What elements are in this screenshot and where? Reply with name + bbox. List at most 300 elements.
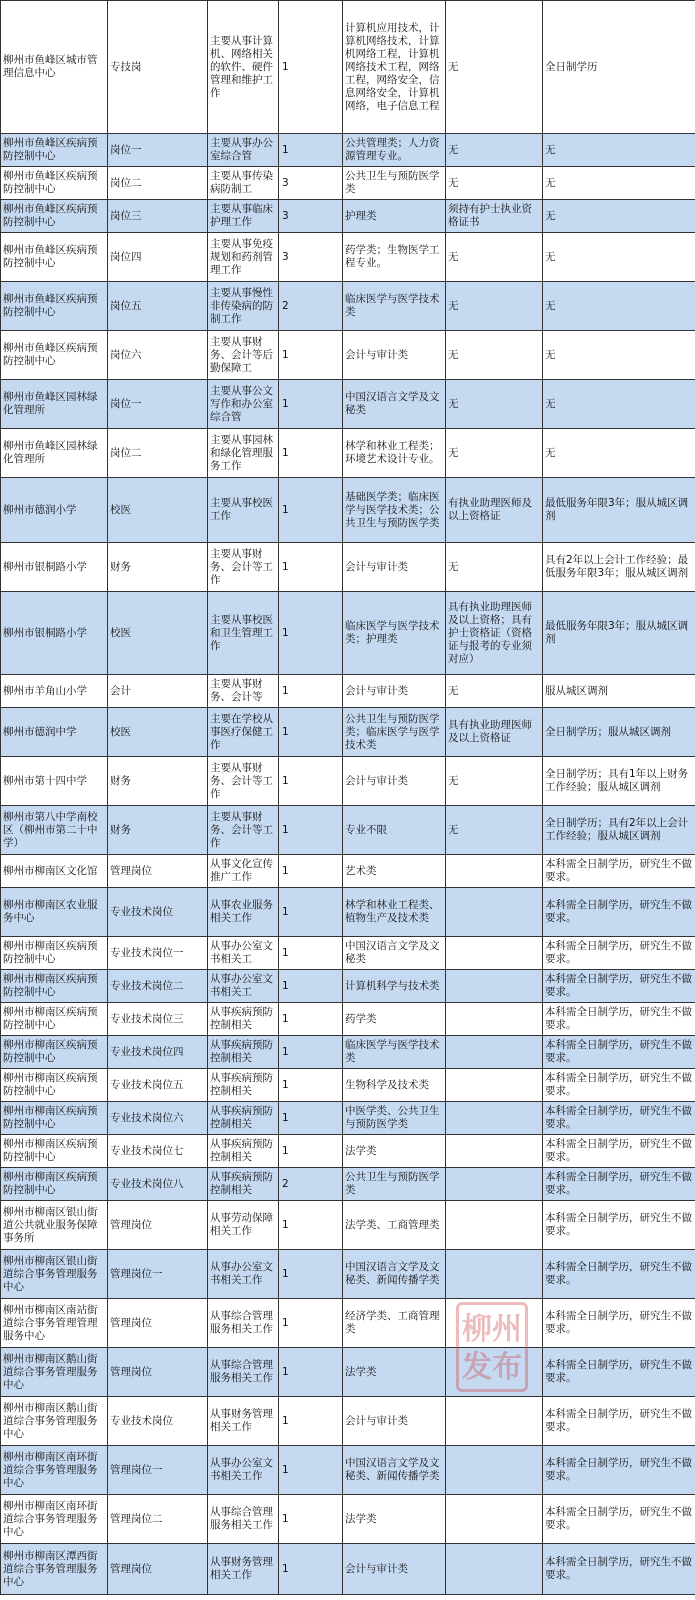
table-body	[1, 1, 695, 1595]
cell-major: 临床医学与医学技术类	[343, 282, 446, 331]
cell-duty	[208, 806, 279, 855]
cell-major: 中国汉语言文学及文秘类	[343, 380, 446, 429]
table-row	[1, 167, 695, 200]
table-row	[1, 478, 695, 543]
cell-unit: 柳州市银桐路小学	[1, 592, 108, 675]
cell-major: 林学和林业工程类、植物生产及技术类	[343, 888, 446, 937]
table-row	[1, 1348, 695, 1397]
cell-other-requirements: 无	[543, 200, 695, 233]
cell-other-requirements: 本科需全日制学历，研究生不做要求。	[543, 970, 695, 1003]
cell-duty	[208, 282, 279, 331]
table-row	[1, 708, 695, 757]
cell-major: 计算机应用技术，计算机网络技术，计算机网络工程，计算机网络技术工程，网络工程，网络安全，信息网络安全，计算机网络，电子信息工程	[343, 1, 446, 134]
cell-other-requirements: 无	[543, 134, 695, 167]
cell-duty	[208, 200, 279, 233]
cell-post: 专业技术岗位二	[108, 970, 208, 1003]
cell-unit: 柳州市柳南区疾病预防控制中心	[1, 1135, 108, 1168]
cell-post: 管理岗位	[108, 1544, 208, 1595]
cell-count: 1	[279, 478, 343, 543]
cell-qualification	[446, 937, 543, 970]
cell-unit: 柳州市柳南区疾病预防控制中心	[1, 1102, 108, 1135]
cell-unit: 柳州市柳南区南站街道综合事务管理管理服务中心	[1, 1299, 108, 1348]
cell-other-requirements: 最低服务年限3年；服从城区调剂	[543, 592, 695, 675]
cell-other-requirements: 本科需全日制学历，研究生不做要求。	[543, 1003, 695, 1036]
cell-duty	[208, 1168, 279, 1201]
cell-duty	[208, 331, 279, 380]
cell-other-requirements: 无	[543, 331, 695, 380]
cell-duty	[208, 1135, 279, 1168]
cell-duty-text: 从事办公室文书相关工作	[210, 1261, 273, 1286]
cell-post: 岗位六	[108, 331, 208, 380]
cell-duty	[208, 1003, 279, 1036]
cell-qualification	[446, 1201, 543, 1250]
cell-other-requirements: 本科需全日制学历，研究生不做要求。	[543, 937, 695, 970]
cell-major: 艺术类	[343, 855, 446, 888]
cell-other-requirements: 无	[543, 233, 695, 282]
cell-duty	[208, 380, 279, 429]
cell-major: 公共卫生与预防医学类	[343, 167, 446, 200]
cell-qualification: 无	[446, 167, 543, 200]
cell-duty	[208, 888, 279, 937]
cell-duty	[208, 1495, 279, 1544]
cell-unit: 柳州市柳南区疾病预防控制中心	[1, 1003, 108, 1036]
cell-post: 岗位四	[108, 233, 208, 282]
cell-other-requirements: 无	[543, 380, 695, 429]
watermark-line1: 柳州	[462, 1312, 522, 1347]
cell-unit: 柳州市柳南区南环街道综合事务管理服务中心	[1, 1495, 108, 1544]
cell-duty-text: 从事疾病预防控制相关	[210, 1105, 273, 1130]
cell-other-requirements: 本科需全日制学历，研究生不做要求。	[543, 855, 695, 888]
cell-count: 1	[279, 134, 343, 167]
cell-post: 管理岗位	[108, 1299, 208, 1348]
cell-qualification: 无	[446, 757, 543, 806]
cell-post: 管理岗位一	[108, 1446, 208, 1495]
cell-major: 法学类、工商管理类	[343, 1201, 446, 1250]
cell-duty	[208, 233, 279, 282]
cell-post: 管理岗位	[108, 855, 208, 888]
cell-count: 3	[279, 167, 343, 200]
cell-duty-text: 从事疾病预防控制相关	[210, 1072, 273, 1097]
cell-unit: 柳州市鱼峰区疾病预防控制中心	[1, 200, 108, 233]
table-row	[1, 1446, 695, 1495]
cell-unit: 柳州市柳南区疾病预防控制中心	[1, 1036, 108, 1069]
cell-qualification	[446, 1544, 543, 1595]
cell-duty	[208, 1201, 279, 1250]
cell-major: 法学类	[343, 1135, 446, 1168]
cell-qualification	[446, 1168, 543, 1201]
table-row	[1, 855, 695, 888]
cell-count: 1	[279, 380, 343, 429]
cell-post: 校医	[108, 478, 208, 543]
cell-unit: 柳州市鱼峰区疾病预防控制中心	[1, 134, 108, 167]
table-row	[1, 282, 695, 331]
cell-duty-text: 从事办公室文书相关工作	[210, 1457, 273, 1482]
cell-count: 1	[279, 1348, 343, 1397]
cell-unit: 柳州市柳南区银山街道综合事务管理服务中心	[1, 1250, 108, 1299]
cell-duty-text: 主要从事办公室综合管	[210, 137, 273, 162]
cell-major: 药学类；生物医学工程专业。	[343, 233, 446, 282]
table-row	[1, 1, 695, 134]
cell-unit: 柳州市第十四中学	[1, 757, 108, 806]
cell-other-requirements: 具有2年以上会计工作经验；最低服务年限3年；服从城区调剂	[543, 543, 695, 592]
cell-post: 专业技术岗位五	[108, 1069, 208, 1102]
table-row	[1, 937, 695, 970]
cell-duty-text: 主要从事财务、会计等工作	[210, 810, 273, 849]
cell-duty-text: 主要在学校从事医疗保健工作	[210, 712, 273, 751]
cell-post: 管理岗位	[108, 1348, 208, 1397]
cell-duty-text: 主要从事临床护理工作	[210, 203, 273, 228]
cell-major: 会计与审计类	[343, 543, 446, 592]
cell-major: 临床医学与医学技术类	[343, 1036, 446, 1069]
cell-post: 管理岗位	[108, 1201, 208, 1250]
table-row	[1, 1299, 695, 1348]
cell-qualification: 无	[446, 331, 543, 380]
cell-duty-text: 从事文化宣传推广工作	[210, 858, 273, 883]
table-row	[1, 380, 695, 429]
cell-unit: 柳州市柳南区南环街道综合事务管理服务中心	[1, 1446, 108, 1495]
cell-post: 会计	[108, 675, 208, 708]
cell-unit: 柳州市鱼峰区园林绿化管理所	[1, 380, 108, 429]
cell-duty-text: 主要从事财务、会计等工作	[210, 547, 273, 586]
table-row	[1, 1250, 695, 1299]
cell-duty-text: 主要从事财务、会计等后勤保障工	[210, 335, 273, 374]
cell-post: 岗位五	[108, 282, 208, 331]
cell-count: 1	[279, 331, 343, 380]
cell-duty-text: 主要从事园林和绿化管理服务工作	[210, 433, 273, 472]
cell-duty-text: 从事综合管理服务相关工作	[210, 1506, 273, 1531]
cell-unit: 柳州市鱼峰区疾病预防控制中心	[1, 167, 108, 200]
cell-qualification	[446, 1135, 543, 1168]
cell-unit: 柳州市柳南区疾病预防控制中心	[1, 1168, 108, 1201]
cell-qualification: 有执业助理医师及以上资格证	[446, 478, 543, 543]
cell-major: 会计与审计类	[343, 757, 446, 806]
cell-duty-text: 从事财务管理相关工作	[210, 1408, 273, 1433]
cell-duty	[208, 1069, 279, 1102]
cell-other-requirements: 无	[543, 167, 695, 200]
cell-qualification	[446, 1495, 543, 1544]
cell-duty-text: 从事疾病预防控制相关	[210, 1039, 273, 1064]
cell-count: 1	[279, 757, 343, 806]
cell-duty-text: 从事综合管理服务相关工作	[210, 1359, 273, 1384]
cell-duty-text: 从事财务管理相关工作	[210, 1556, 273, 1581]
cell-duty-text: 主要从事计算机、网络相关的软件、硬件管理和维护工作	[210, 34, 273, 99]
cell-duty-text: 主要从事传染病防制工	[210, 170, 273, 195]
cell-post: 专业技术岗位	[108, 1397, 208, 1446]
cell-qualification: 具有执业助理医师及以上资格证	[446, 708, 543, 757]
cell-major: 临床医学与医学技术类；护理类	[343, 592, 446, 675]
cell-other-requirements: 本科需全日制学历，研究生不做要求。	[543, 1495, 695, 1544]
cell-other-requirements: 本科需全日制学历，研究生不做要求。	[543, 1348, 695, 1397]
cell-post: 专业技术岗位三	[108, 1003, 208, 1036]
cell-duty	[208, 708, 279, 757]
cell-duty-text: 从事农业服务相关工作	[210, 899, 273, 924]
cell-duty-text: 主要从事公文写作和办公室综合管	[210, 384, 273, 423]
cell-post: 财务	[108, 543, 208, 592]
cell-major: 基础医学类；临床医学与医学技术类；公共卫生与预防医学类	[343, 478, 446, 543]
cell-count: 1	[279, 1069, 343, 1102]
cell-major: 中国汉语言文学及文秘类、新闻传播学类	[343, 1250, 446, 1299]
cell-duty-text: 主要从事校医工作	[210, 497, 273, 522]
cell-post: 岗位二	[108, 429, 208, 478]
cell-duty	[208, 757, 279, 806]
watermark-logo	[456, 1302, 528, 1392]
table-row	[1, 543, 695, 592]
table-row	[1, 1168, 695, 1201]
cell-other-requirements: 本科需全日制学历，研究生不做要求。	[543, 1036, 695, 1069]
cell-post: 岗位二	[108, 167, 208, 200]
cell-post: 财务	[108, 806, 208, 855]
cell-duty-text: 从事办公室文书相关工	[210, 973, 273, 998]
cell-post: 专业技术岗位四	[108, 1036, 208, 1069]
cell-unit: 柳州市德润中学	[1, 708, 108, 757]
cell-count: 2	[279, 1168, 343, 1201]
cell-unit: 柳州市德润小学	[1, 478, 108, 543]
table-row	[1, 1495, 695, 1544]
cell-qualification: 无	[446, 380, 543, 429]
cell-post: 校医	[108, 708, 208, 757]
cell-qualification	[446, 1102, 543, 1135]
cell-qualification	[446, 1069, 543, 1102]
cell-post: 专技岗	[108, 1, 208, 134]
cell-qualification: 无	[446, 543, 543, 592]
table-row	[1, 675, 695, 708]
cell-duty	[208, 592, 279, 675]
cell-major: 公共管理类；人力资源管理专业。	[343, 134, 446, 167]
cell-duty	[208, 1299, 279, 1348]
cell-unit: 柳州市鱼峰区城市管理信息中心	[1, 1, 108, 134]
cell-major: 公共卫生与预防医学类；临床医学与医学技术类	[343, 708, 446, 757]
table-row	[1, 331, 695, 380]
table-row	[1, 592, 695, 675]
cell-qualification: 无	[446, 134, 543, 167]
table-row	[1, 806, 695, 855]
cell-duty	[208, 1446, 279, 1495]
cell-unit: 柳州市银桐路小学	[1, 543, 108, 592]
cell-duty-text: 从事疾病预防控制相关	[210, 1006, 273, 1031]
table-row	[1, 429, 695, 478]
table-row	[1, 1102, 695, 1135]
table-row	[1, 200, 695, 233]
cell-count: 1	[279, 1397, 343, 1446]
cell-other-requirements: 本科需全日制学历，研究生不做要求。	[543, 1069, 695, 1102]
cell-other-requirements: 本科需全日制学历，研究生不做要求。	[543, 1135, 695, 1168]
cell-post: 管理岗位一	[108, 1250, 208, 1299]
cell-duty-text: 主要从事财务、会计等	[210, 678, 263, 703]
cell-count: 1	[279, 1495, 343, 1544]
cell-duty	[208, 970, 279, 1003]
table-row	[1, 1397, 695, 1446]
cell-duty	[208, 1397, 279, 1446]
cell-duty	[208, 1036, 279, 1069]
cell-unit: 柳州市第八中学南校区（柳州市第二十中学）	[1, 806, 108, 855]
cell-duty-text: 从事综合管理服务相关工作	[210, 1310, 273, 1335]
cell-other-requirements: 全日制学历；具有2年以上会计工作经验；服从城区调剂	[543, 806, 695, 855]
cell-count: 1	[279, 970, 343, 1003]
cell-unit: 柳州市柳南区文化馆	[1, 855, 108, 888]
cell-duty-text: 从事办公室文书相关工	[210, 940, 273, 965]
cell-count: 1	[279, 1544, 343, 1595]
cell-count: 1	[279, 1135, 343, 1168]
cell-post: 岗位一	[108, 134, 208, 167]
table-row	[1, 1544, 695, 1595]
cell-other-requirements: 服从城区调剂	[543, 675, 695, 708]
cell-qualification: 无	[446, 806, 543, 855]
cell-qualification	[446, 1003, 543, 1036]
cell-unit: 柳州市柳南区银山街道公共就业服务保障事务所	[1, 1201, 108, 1250]
cell-unit: 柳州市羊角山小学	[1, 675, 108, 708]
cell-duty	[208, 1544, 279, 1595]
cell-other-requirements: 本科需全日制学历，研究生不做要求。	[543, 1201, 695, 1250]
cell-qualification: 须持有护士执业资格证书	[446, 200, 543, 233]
cell-duty	[208, 855, 279, 888]
cell-duty-text: 从事疾病预防控制相关	[210, 1138, 273, 1163]
cell-other-requirements: 本科需全日制学历，研究生不做要求。	[543, 1544, 695, 1595]
cell-qualification	[446, 888, 543, 937]
cell-post: 财务	[108, 757, 208, 806]
table-row	[1, 757, 695, 806]
cell-post: 专业技术岗位	[108, 888, 208, 937]
cell-other-requirements: 全日制学历	[543, 1, 695, 134]
cell-post: 岗位一	[108, 380, 208, 429]
cell-duty-text: 主要从事免疫规划和药剂管理工作	[210, 237, 273, 276]
cell-count: 2	[279, 282, 343, 331]
cell-unit: 柳州市鱼峰区疾病预防控制中心	[1, 331, 108, 380]
cell-unit: 柳州市柳南区潭西街道综合事务管理服务中心	[1, 1544, 108, 1595]
cell-count: 1	[279, 1, 343, 134]
table-row	[1, 1201, 695, 1250]
cell-other-requirements: 本科需全日制学历，研究生不做要求。	[543, 1446, 695, 1495]
cell-qualification: 无	[446, 675, 543, 708]
cell-duty-text: 从事劳动保障相关工作	[210, 1212, 273, 1237]
cell-unit: 柳州市柳南区疾病预防控制中心	[1, 937, 108, 970]
cell-major: 计算机科学与技术类	[343, 970, 446, 1003]
cell-qualification: 无	[446, 429, 543, 478]
cell-count: 1	[279, 1201, 343, 1250]
cell-major: 法学类	[343, 1348, 446, 1397]
cell-major: 会计与审计类	[343, 675, 446, 708]
cell-count: 3	[279, 233, 343, 282]
cell-qualification: 无	[446, 233, 543, 282]
cell-duty	[208, 1102, 279, 1135]
cell-post: 岗位三	[108, 200, 208, 233]
cell-qualification	[446, 1446, 543, 1495]
cell-major: 经济学类、工商管理类	[343, 1299, 446, 1348]
cell-unit: 柳州市柳南区疾病预防控制中心	[1, 1069, 108, 1102]
cell-count: 1	[279, 855, 343, 888]
cell-major: 林学和林业工程类；环境艺术设计专业。	[343, 429, 446, 478]
cell-qualification: 具有执业助理医师及以上资格；具有护士资格证（资格证与报考的专业须对应）	[446, 592, 543, 675]
cell-post: 专业技术岗位一	[108, 937, 208, 970]
cell-other-requirements: 本科需全日制学历，研究生不做要求。	[543, 1250, 695, 1299]
cell-duty-text: 主要从事慢性非传染病的防制工作	[210, 286, 273, 325]
cell-count: 1	[279, 888, 343, 937]
cell-count: 1	[279, 708, 343, 757]
cell-unit: 柳州市鱼峰区疾病预防控制中心	[1, 282, 108, 331]
cell-duty	[208, 429, 279, 478]
table-row	[1, 1069, 695, 1102]
cell-other-requirements: 最低服务年限3年；服从城区调剂	[543, 478, 695, 543]
cell-duty-text: 主要从事校医和卫生管理工作	[210, 613, 273, 652]
cell-post: 管理岗位二	[108, 1495, 208, 1544]
cell-duty-text: 从事疾病预防控制相关	[210, 1171, 273, 1196]
table-row	[1, 888, 695, 937]
cell-count: 1	[279, 1003, 343, 1036]
table-row	[1, 1135, 695, 1168]
cell-major: 专业不限	[343, 806, 446, 855]
cell-major: 药学类	[343, 1003, 446, 1036]
cell-count: 1	[279, 543, 343, 592]
watermark-line2: 发布	[462, 1350, 522, 1385]
cell-duty	[208, 134, 279, 167]
cell-major: 中国汉语言文学及文秘类	[343, 937, 446, 970]
cell-qualification: 无	[446, 282, 543, 331]
cell-other-requirements: 本科需全日制学历，研究生不做要求。	[543, 888, 695, 937]
cell-other-requirements: 本科需全日制学历，研究生不做要求。	[543, 1168, 695, 1201]
cell-post: 专业技术岗位七	[108, 1135, 208, 1168]
cell-duty	[208, 543, 279, 592]
cell-count: 1	[279, 1250, 343, 1299]
cell-count: 1	[279, 1036, 343, 1069]
cell-major: 会计与审计类	[343, 331, 446, 380]
cell-duty	[208, 675, 279, 708]
cell-major: 会计与审计类	[343, 1397, 446, 1446]
cell-qualification: 无	[446, 1, 543, 134]
cell-major: 会计与审计类	[343, 1544, 446, 1595]
cell-other-requirements: 全日制学历；具有1年以上财务工作经验；服从城区调剂	[543, 757, 695, 806]
cell-other-requirements: 无	[543, 429, 695, 478]
cell-other-requirements: 本科需全日制学历，研究生不做要求。	[543, 1299, 695, 1348]
cell-other-requirements: 本科需全日制学历，研究生不做要求。	[543, 1102, 695, 1135]
table-row	[1, 1003, 695, 1036]
cell-count: 1	[279, 1446, 343, 1495]
cell-duty	[208, 937, 279, 970]
cell-qualification	[446, 970, 543, 1003]
cell-duty-text: 主要从事财务、会计等工作	[210, 761, 273, 800]
cell-unit: 柳州市柳南区鹅山街道综合事务管理服务中心	[1, 1348, 108, 1397]
cell-duty	[208, 1250, 279, 1299]
cell-count: 3	[279, 200, 343, 233]
cell-major: 公共卫生与预防医学类	[343, 1168, 446, 1201]
cell-count: 1	[279, 1102, 343, 1135]
cell-duty	[208, 167, 279, 200]
cell-duty	[208, 1, 279, 134]
table-row	[1, 134, 695, 167]
cell-qualification	[446, 1036, 543, 1069]
table-row	[1, 970, 695, 1003]
cell-unit: 柳州市鱼峰区园林绿化管理所	[1, 429, 108, 478]
cell-major: 中医学类、公共卫生与预防医学类	[343, 1102, 446, 1135]
cell-other-requirements: 本科需全日制学历，研究生不做要求。	[543, 1397, 695, 1446]
cell-count: 1	[279, 806, 343, 855]
table-row	[1, 233, 695, 282]
cell-qualification	[446, 1250, 543, 1299]
cell-other-requirements: 无	[543, 282, 695, 331]
cell-duty	[208, 478, 279, 543]
cell-major: 法学类	[343, 1495, 446, 1544]
cell-post: 专业技术岗位八	[108, 1168, 208, 1201]
cell-major: 生物科学及技术类	[343, 1069, 446, 1102]
cell-unit: 柳州市柳南区鹅山街道综合事务管理服务中心	[1, 1397, 108, 1446]
cell-count: 1	[279, 592, 343, 675]
cell-unit: 柳州市柳南区农业服务中心	[1, 888, 108, 937]
cell-qualification	[446, 855, 543, 888]
cell-other-requirements: 全日制学历；服从城区调剂	[543, 708, 695, 757]
cell-major: 中国汉语言文学及文秘类、新闻传播学类	[343, 1446, 446, 1495]
cell-unit: 柳州市鱼峰区疾病预防控制中心	[1, 233, 108, 282]
cell-count: 1	[279, 429, 343, 478]
cell-duty	[208, 1348, 279, 1397]
cell-count: 1	[279, 937, 343, 970]
